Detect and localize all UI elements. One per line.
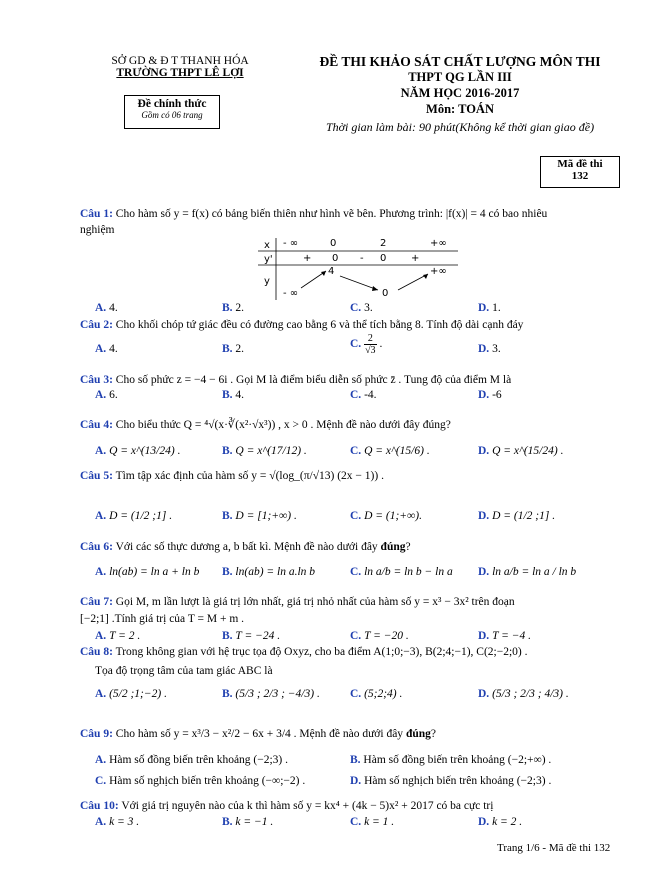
question-2: Câu 2: Cho khối chóp tứ giác đều có đường cao bằng 6 và thể tích bằng 8. Tính độ dài cạnh đáy — [80, 319, 524, 331]
vt-x3: +∞ — [430, 238, 447, 249]
vt-y-min: 0 — [382, 288, 389, 299]
q2-option-b[interactable]: B. 2. — [222, 343, 245, 355]
q8-option-a[interactable]: A. (5/2 ;1;−2) . — [95, 688, 167, 700]
q5-option-d[interactable]: D. D = (1/2 ;1] . — [478, 510, 556, 522]
vt-y-minusinf: - ∞ — [283, 288, 299, 299]
q7-option-d[interactable]: D. T = −4 . — [478, 630, 532, 642]
vt-yp4: + — [411, 253, 420, 264]
q1-option-a[interactable]: A. 4. — [95, 302, 118, 314]
subject: Môn: TOÁN — [426, 102, 494, 116]
q3-option-b[interactable]: B. 4. — [222, 389, 245, 401]
q6-option-c[interactable]: C. ln a/b = ln b − ln a — [350, 566, 453, 578]
q2-option-d[interactable]: D. 3. — [478, 343, 501, 355]
vt-y-max: 4 — [328, 266, 335, 277]
q8-option-d[interactable]: D. (5/3 ; 2/3 ; 4/3) . — [478, 688, 569, 700]
question-4: Câu 4: Cho biểu thức Q = ⁴√(x·∛(x²·√x³)) , x > 0 . Mệnh đề nào dưới đây đúng? — [80, 419, 451, 431]
vt-y-plusinf: +∞ — [430, 266, 447, 277]
department-name: SỞ GD & Đ T THANH HÓA — [111, 55, 249, 67]
q4-option-d[interactable]: D. Q = x^(15/24) . — [478, 445, 564, 457]
pages-note: Gồm có 06 trang — [141, 110, 203, 120]
question-text: Cho hàm số y = f(x) có bảng biến thiên như hình vẽ bên. Phương trình: |f(x)| = 4 có bao nhiêu — [115, 208, 548, 220]
question-10: Câu 10: Với giá trị nguyên nào của k thì hàm số y = kx⁴ + (4k − 5)x² + 2017 có ba cực trị — [80, 800, 494, 812]
exam-code-box — [540, 156, 620, 188]
q10-option-d[interactable]: D. k = 2 . — [478, 816, 523, 828]
question-8: Câu 8: Trong không gian với hệ trục tọa độ Oxyz, cho ba điểm A(1;0;−3), B(2;4;−1), C(2;−2;0) . — [80, 646, 528, 658]
official-label: Đề chính thức — [137, 98, 207, 110]
vt-yp1: 0 — [332, 253, 339, 264]
vt-x2: 2 — [380, 238, 387, 249]
page-footer: Trang 1/6 - Mã đề thi 132 — [497, 842, 611, 854]
q3-option-c[interactable]: C. -4. — [350, 389, 377, 401]
q5-option-a[interactable]: A. D = (1/2 ;1] . — [95, 510, 173, 522]
q9-option-b[interactable]: B. Hàm số đồng biến trên khoảng (−2;+∞) . — [350, 754, 552, 766]
q4-option-b[interactable]: B. Q = x^(17/12) . — [222, 445, 307, 457]
q7-option-c[interactable]: C. T = −20 . — [350, 630, 409, 642]
vt-x1: 0 — [330, 238, 337, 249]
q4-option-a[interactable]: A. Q = x^(13/24) . — [95, 445, 181, 457]
q5-option-c[interactable]: C. D = (1;+∞). — [350, 510, 422, 522]
question-7-line2: [−2;1] .Tính giá trị của T = M + m . — [80, 613, 245, 625]
q10-option-b[interactable]: B. k = −1 . — [222, 816, 274, 828]
official-box — [124, 95, 220, 129]
question-label: Câu 1: — [80, 208, 113, 220]
question-1 — [80, 208, 547, 220]
q6-option-b[interactable]: B. ln(ab) = ln a.ln b — [222, 566, 316, 578]
q9-option-d[interactable]: D. Hàm số nghịch biến trên khoảng (−2;3) . — [350, 775, 552, 787]
vt-yp2: - — [360, 253, 364, 264]
variation-table — [258, 238, 458, 300]
vt-yp3: 0 — [380, 253, 387, 264]
question-5: Câu 5: Tìm tập xác định của hàm số y = √(log_(π/√13) (2x − 1)) . — [80, 470, 384, 482]
question-6: Câu 6: Với các số thực dương a, b bất kì. Mệnh đề nào dưới đây đúng? — [80, 541, 411, 553]
question-1-line2: nghiệm — [80, 224, 115, 236]
q10-option-c[interactable]: C. k = 1 . — [350, 816, 395, 828]
q10-option-a[interactable]: A. k = 3 . — [95, 816, 140, 828]
vt-row-y: y — [264, 276, 270, 287]
q1-option-c[interactable]: C. 3. — [350, 302, 373, 314]
q9-option-a[interactable]: A. Hàm số đồng biến trên khoảng (−2;3) . — [95, 754, 289, 766]
q2-option-c[interactable]: C. $\frac{2}{√3}$ . — [350, 333, 383, 356]
question-3: Câu 3: Cho số phức z = −4 − 6i . Gọi M là điểm biểu diễn số phức z̄ . Tung độ của điểm M là — [80, 374, 512, 386]
q6-option-a[interactable]: A. ln(ab) = ln a + ln b — [95, 566, 200, 578]
q1-option-b[interactable]: B. 2. — [222, 302, 245, 314]
q3-option-d[interactable]: D. -6 — [478, 389, 502, 401]
q9-option-c[interactable]: C. Hàm số nghịch biến trên khoảng (−∞;−2) . — [95, 775, 306, 787]
exam-title-2: THPT QG LẦN III — [408, 70, 512, 84]
question-8-line2: Tọa độ trọng tâm của tam giác ABC là — [95, 665, 273, 677]
exam-code-value: 132 — [571, 170, 589, 182]
question-7: Câu 7: Gọi M, m lần lượt là giá trị lớn nhất, giá trị nhỏ nhất của hàm số y = x³ − 3x² trên đoạn — [80, 596, 515, 608]
q3-option-a[interactable]: A. 6. — [95, 389, 118, 401]
q7-option-a[interactable]: A. T = 2 . — [95, 630, 141, 642]
vt-row-x: x — [264, 240, 270, 251]
vt-row-yprime: y' — [264, 254, 273, 265]
q2-option-a[interactable]: A. 4. — [95, 343, 118, 355]
school-name: TRƯỜNG THPT LÊ LỢI — [116, 67, 244, 79]
q7-option-b[interactable]: B. T = −24 . — [222, 630, 281, 642]
q6-option-d[interactable]: D. ln a/b = ln a / ln b — [478, 566, 577, 578]
q5-option-b[interactable]: B. D = [1;+∞) . — [222, 510, 297, 522]
exam-title-1: ĐỀ THI KHẢO SÁT CHẤT LƯỢNG MÔN THI — [319, 54, 601, 69]
q8-option-c[interactable]: C. (5;2;4) . — [350, 688, 403, 700]
vt-yp0: + — [303, 253, 312, 264]
exam-code-label: Mã đề thi — [557, 158, 603, 170]
question-9: Câu 9: Cho hàm số y = x³/3 − x²/2 − 6x + 3/4 . Mệnh đề nào dưới đây đúng? — [80, 728, 436, 740]
q1-option-d[interactable]: D. 1. — [478, 302, 501, 314]
vt-x0: - ∞ — [283, 238, 299, 249]
time-note: Thời gian làm bài: 90 phút(Không kể thời gian giao đề) — [325, 120, 595, 134]
exam-title-3: NĂM HỌC 2016-2017 — [400, 86, 520, 100]
q4-option-c[interactable]: C. Q = x^(15/6) . — [350, 445, 430, 457]
q8-option-b[interactable]: B. (5/3 ; 2/3 ; −4/3) . — [222, 688, 320, 700]
